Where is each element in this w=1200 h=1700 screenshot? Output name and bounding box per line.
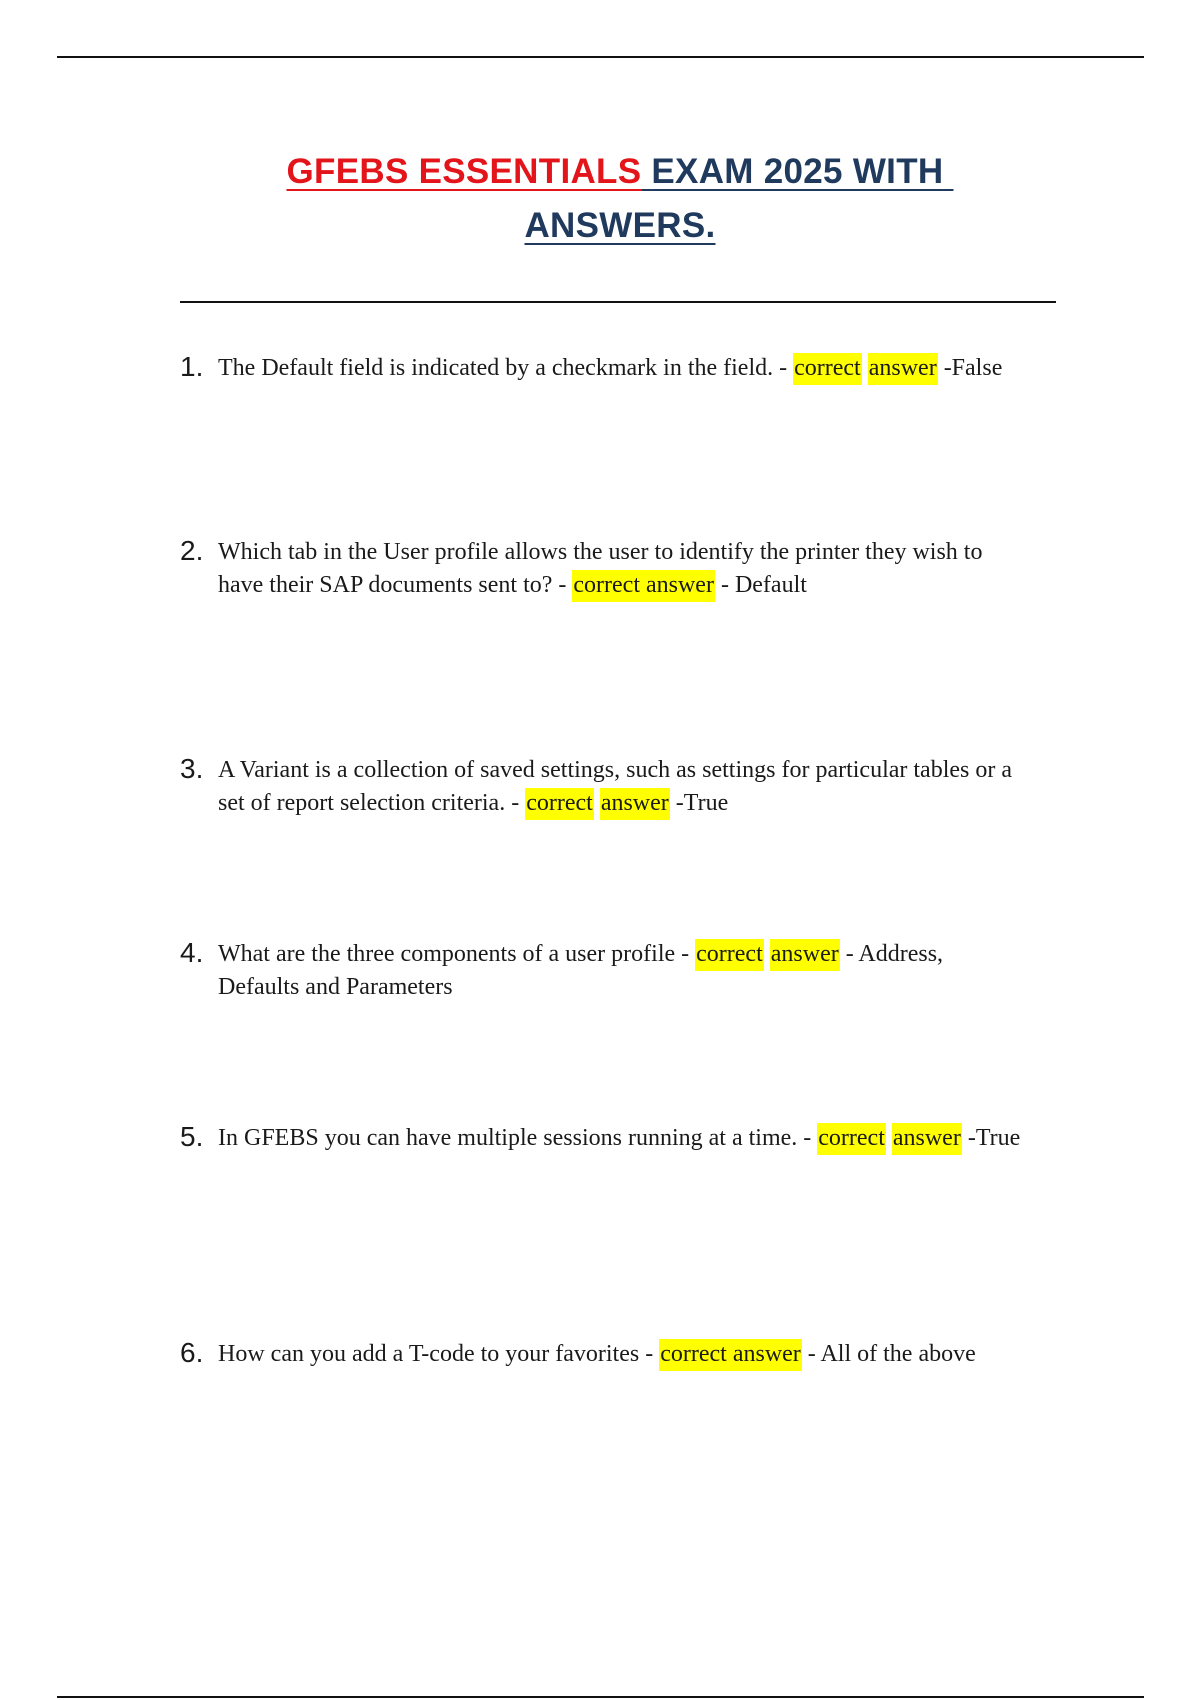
title-line-2 [180, 199, 1060, 253]
answer-text: - Address, Defaults and Parameters [218, 941, 944, 1000]
question-text: A Variant is a collection of saved settings, such as settings for particular tables or a set of report selection criteria. - [218, 757, 1013, 816]
answer-marker: answer [892, 1123, 962, 1155]
document-title [180, 145, 1060, 253]
title-divider [180, 301, 1056, 303]
answer-text: -True [675, 790, 729, 816]
question-text-block [218, 938, 1030, 1004]
question-text-block [218, 754, 1030, 820]
bottom-rule [57, 1696, 1144, 1698]
title-red-text: GFEBS ESSENTIALS [286, 152, 642, 191]
title-line-1 [180, 145, 1060, 199]
question-number: 2. [180, 535, 204, 566]
question-text: How can you add a T-code to your favorites - [218, 1341, 654, 1367]
answer-marker: correct [793, 353, 862, 385]
title-navy-trailing-space [943, 152, 953, 191]
answer-text: - All of the above [807, 1341, 976, 1367]
answer-marker: answer [600, 788, 670, 820]
title-navy-text-2: ANSWERS. [524, 206, 716, 245]
question-text: The Default field is indicated by a checkmark in the field. - [218, 355, 788, 381]
question-number: 1. [180, 351, 204, 382]
question-item [180, 1338, 1030, 1371]
question-item [180, 754, 1030, 820]
answer-marker: correct [695, 939, 764, 971]
answer-marker: correct answer [659, 1339, 802, 1371]
answer-text: - Default [720, 572, 807, 598]
question-number: 5. [180, 1121, 204, 1152]
answer-text: -False [943, 355, 1003, 381]
question-item [180, 352, 1030, 385]
question-number: 3. [180, 753, 204, 784]
answer-marker: correct [817, 1123, 886, 1155]
question-item [180, 536, 1030, 602]
question-text: In GFEBS you can have multiple sessions running at a time. - [218, 1125, 812, 1151]
question-item [180, 938, 1030, 1004]
answer-marker: correct [525, 788, 594, 820]
question-text: What are the three components of a user profile - [218, 941, 690, 967]
answer-marker: correct answer [572, 570, 715, 602]
question-text-block [218, 536, 1030, 602]
title-navy-spacer [641, 152, 651, 191]
question-text-block [218, 352, 1030, 385]
answer-text: -True [967, 1125, 1021, 1151]
question-text-block [218, 1122, 1030, 1155]
question-text: Which tab in the User profile allows the user to identify the printer they wish to have their SAP documents sent to? - [218, 539, 983, 598]
title-navy-text-1: EXAM 2025 WITH [651, 152, 944, 191]
question-number: 6. [180, 1337, 204, 1368]
question-number: 4. [180, 937, 204, 968]
question-text-block [218, 1338, 1030, 1371]
answer-marker: answer [770, 939, 840, 971]
question-item [180, 1122, 1030, 1155]
top-rule [57, 56, 1144, 58]
answer-marker: answer [868, 353, 938, 385]
